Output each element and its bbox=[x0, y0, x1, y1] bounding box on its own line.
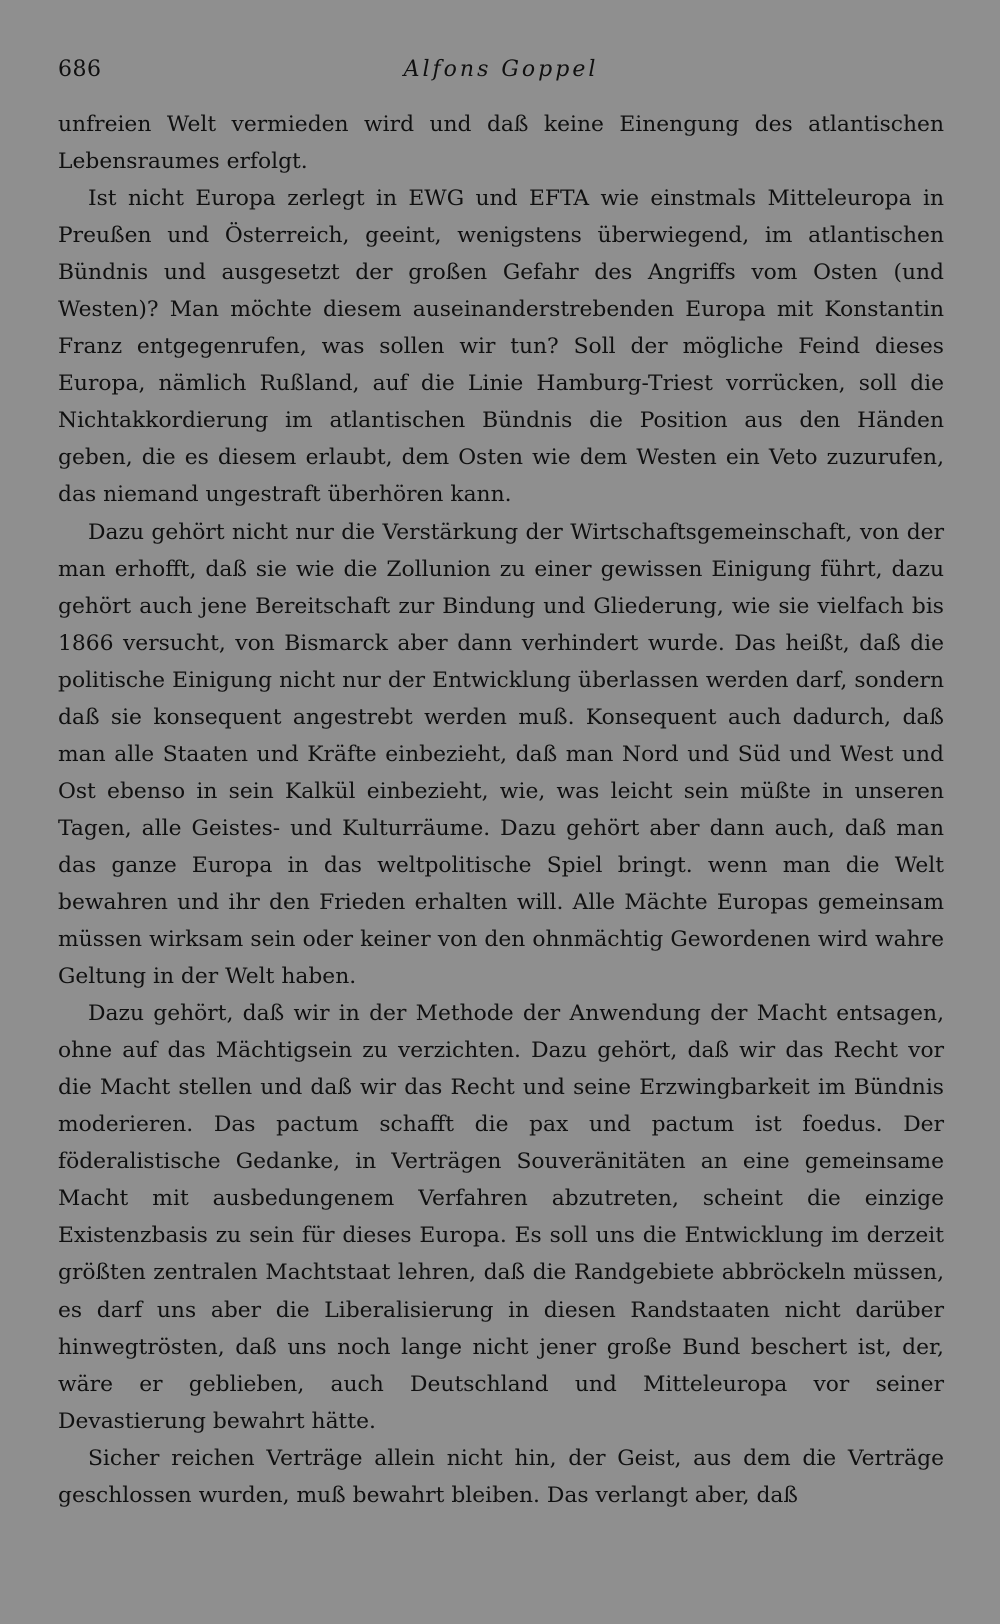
paragraph: Dazu gehört, daß wir in der Methode der Anwendung der Macht entsagen, ohne auf das Mächtigsein zu verzichten. Dazu gehört, daß wir das Recht vor die Macht stellen und daß wir das Recht und seine Erzwingbarkeit im Bündnis moderieren. Das pactum schafft die pax und pactum ist foedus. Der föderalistische Gedanke, in Verträgen Souveränitäten an eine gemeinsame Macht mit ausbedungenem Verfahren abzutreten, scheint die einzige Existenzbasis zu sein für dieses Europa. Es soll uns die Entwicklung im derzeit größten zentralen Machtstaat lehren, daß die Randgebiete abbröckeln müssen, es darf uns aber die Liberalisierung in diesen Randstaaten nicht darüber hinwegtrösten, daß uns noch lange nicht jener große Bund beschert ist, der, wäre er geblieben, auch Deutschland und Mitteleuropa vor seiner Devastierung bewahrt hätte. bbox=[58, 1001, 944, 1434]
page-number: 686 bbox=[58, 57, 102, 82]
running-head-author: Alfons Goppel bbox=[403, 57, 599, 82]
body-text bbox=[58, 106, 944, 1514]
paragraph-continuation: unfreien Welt vermieden wird und daß keine Einengung des atlantischen Lebensraumes erfolgt. bbox=[58, 112, 944, 175]
paragraph: Sicher reichen Verträge allein nicht hin, der Geist, aus dem die Verträge geschlossen wurden, muß bewahrt bleiben. Das verlangt aber, daß bbox=[58, 1445, 944, 1508]
book-page bbox=[58, 52, 944, 1602]
page-header bbox=[58, 52, 944, 88]
paragraph: Dazu gehört nicht nur die Verstärkung der Wirtschaftsgemeinschaft, von der man erhofft, daß sie wie die Zollunion zu einer gewissen Einigung führt, dazu gehört auch jene Bereitschaft zur Bindung und Gliederung, wie sie vielfach bis 1866 versucht, von Bismarck aber dann verhindert wurde. Das heißt, daß die politische Einigung nicht nur der Entwicklung überlassen werden darf, sondern daß sie konsequent angestrebt werden muß. Konsequent auch dadurch, daß man alle Staaten und Kräfte einbezieht, daß man Nord und Süd und West und Ost ebenso in sein Kalkül einbezieht, wie, was leicht sein müßte in unseren Tagen, alle Geistes- und Kulturräume. Dazu gehört aber dann auch, daß man das ganze Europa in das weltpolitische Spiel bringt. wenn man die Welt bewahren und ihr den Frieden erhalten will. Alle Mächte Europas gemeinsam müssen wirksam sein oder keiner von den ohnmächtig Gewordenen wird wahre Geltung in der Welt haben. bbox=[58, 519, 944, 990]
paragraph: Ist nicht Europa zerlegt in EWG und EFTA wie einstmals Mitteleuropa in Preußen und Österreich, geeint, wenigstens überwiegend, im atlantischen Bündnis und ausgesetzt der großen Gefahr des Angriffs vom Osten (und Westen)? Man möchte diesem auseinanderstrebenden Europa mit Konstantin Franz entgegenrufen, was sollen wir tun? Soll der mögliche Feind dieses Europa, nämlich Rußland, auf die Linie Hamburg-Triest vorrücken, soll die Nichtakkordierung im atlantischen Bündnis die Position aus den Händen geben, die es diesem erlaubt, dem Osten wie dem Westen ein Veto zuzurufen, das niemand ungestraft überhören kann. bbox=[58, 186, 944, 508]
